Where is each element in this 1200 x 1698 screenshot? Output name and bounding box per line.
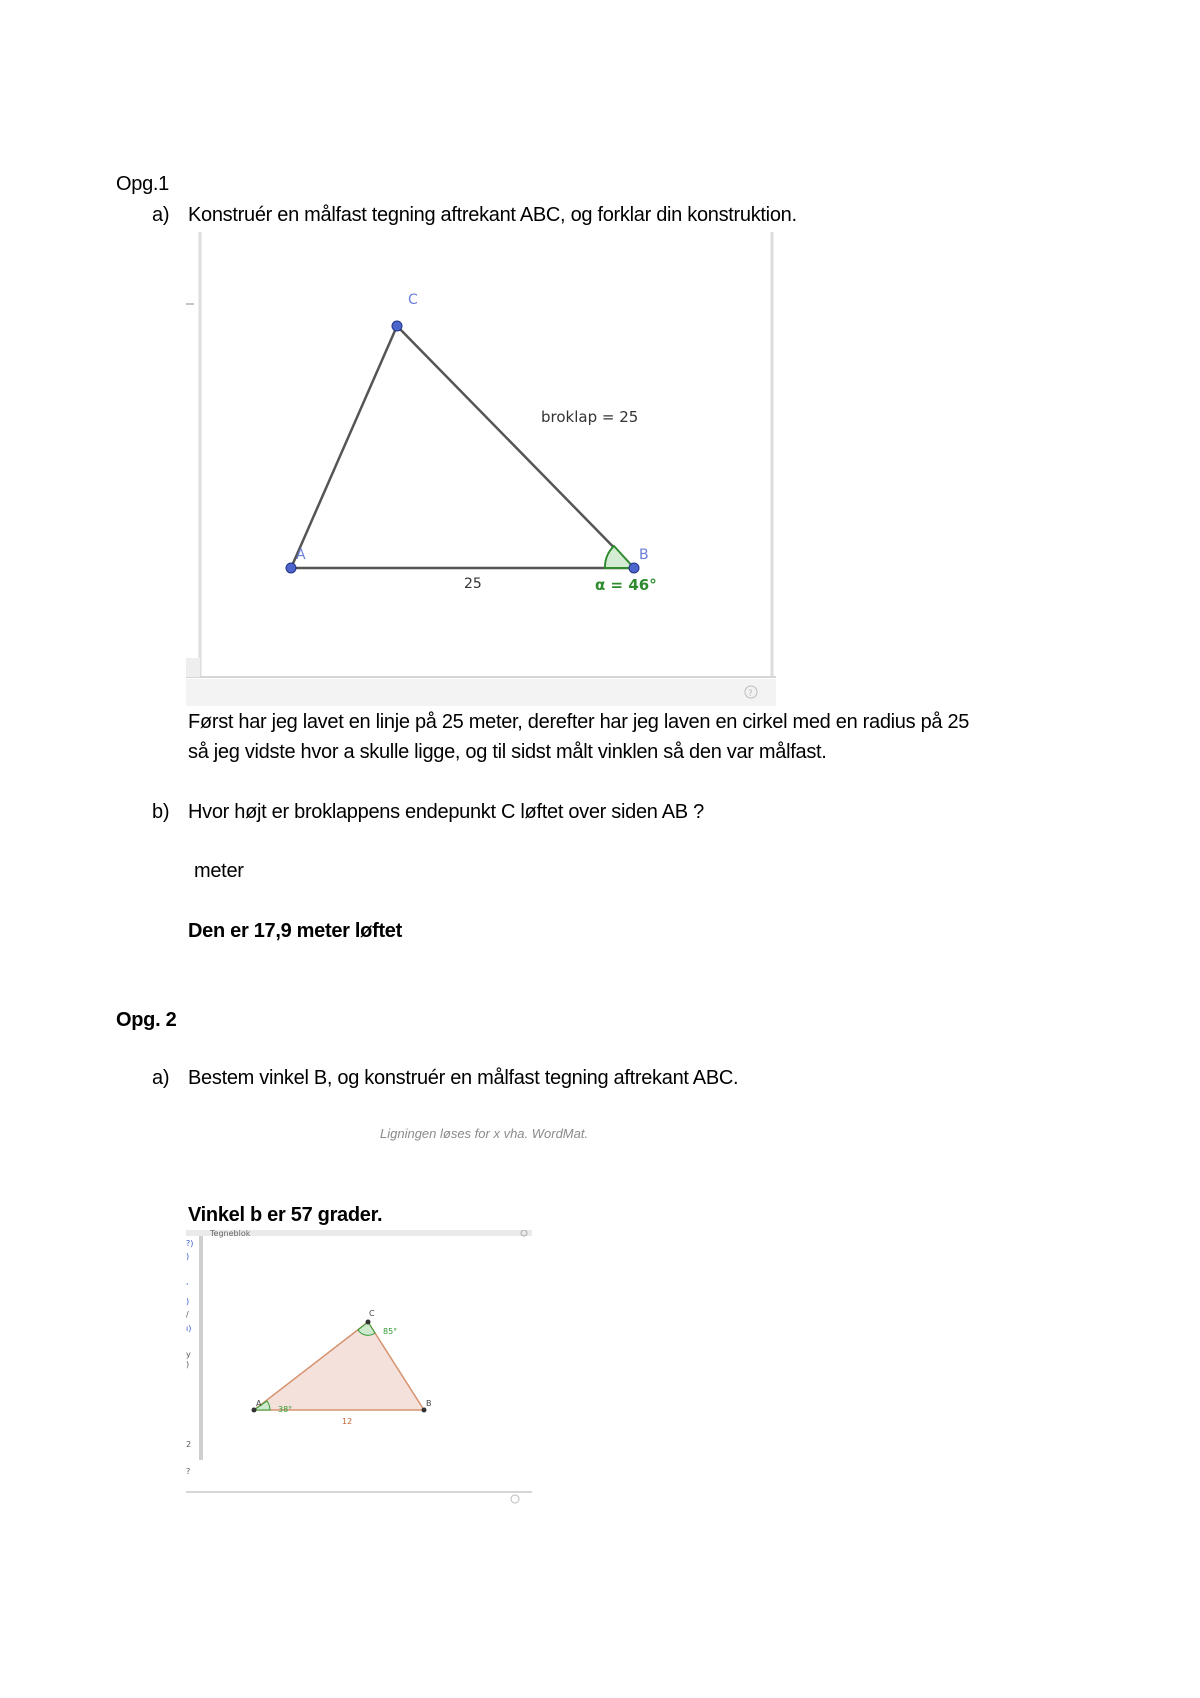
opg1-explanation-line2: så jeg vidste hvor a skulle ligge, og til sidst målt vinklen så den var målfast.: [188, 741, 827, 763]
status-bar: [186, 679, 776, 706]
base-length-label: 25: [464, 576, 482, 592]
opg1-heading: Opg.1: [116, 173, 169, 195]
side-glyph: ): [186, 1252, 190, 1261]
label-c: C: [369, 1309, 375, 1318]
triangle-figure-opg2: [186, 1230, 532, 1506]
angle-c-label: 85°: [383, 1327, 398, 1336]
point-b[interactable]: [422, 1408, 427, 1413]
point-b[interactable]: [629, 563, 639, 573]
wordmat-caption: Ligningen løses for x vha. WordMat.: [380, 1126, 589, 1141]
label-c: C: [408, 292, 418, 308]
geogebra-screenshot-opg2: [186, 1230, 532, 1506]
help-icon-glyph: ?: [748, 689, 753, 699]
opg1-a-question: Konstruér en målfast tegning aftrekant ABC, og forklar din konstruktion.: [188, 204, 797, 226]
opg2-a-marker: a): [152, 1067, 170, 1089]
opg2-answer: Vinkel b er 57 grader.: [188, 1204, 383, 1226]
opg2-a-question: Bestem vinkel B, og konstruér en målfast tegning aftrekant ABC.: [188, 1067, 739, 1089]
label-a: A: [296, 547, 306, 563]
point-c[interactable]: [392, 321, 402, 331]
side-glyph: 2: [186, 1440, 192, 1449]
panel-corner: [186, 658, 200, 677]
opg2-heading: Opg. 2: [116, 1009, 177, 1031]
side-glyph: /: [186, 1310, 189, 1319]
side-ac: [291, 326, 397, 568]
angle-label: α = 46°: [595, 576, 657, 594]
opg1-answer: Den er 17,9 meter løftet: [188, 920, 402, 942]
opg1-b-question: Hvor højt er broklappens endepunkt C løftet over siden AB ?: [188, 801, 704, 823]
triangle-abc: [254, 1322, 424, 1410]
segment-label-broklap: broklap = 25: [541, 408, 639, 426]
label-b: B: [639, 547, 649, 563]
side-glyph: ?: [186, 1467, 191, 1476]
point-c[interactable]: [366, 1320, 371, 1325]
label-a: A: [256, 1399, 262, 1408]
side-glyph: y: [186, 1350, 191, 1359]
opg1-explanation-line1: Først har jeg lavet en linje på 25 meter, derefter har jeg laven en cirkel med en radius på 25: [188, 711, 970, 733]
side-glyph: ): [186, 1360, 190, 1369]
side-glyph: ): [186, 1297, 190, 1306]
opg1-a-marker: a): [152, 204, 170, 226]
side-glyph: ,: [186, 1277, 189, 1286]
side-glyph: ?): [186, 1239, 194, 1248]
tegneblok-label: Tegneblok: [210, 1230, 251, 1238]
angle-a-label: 38°: [278, 1405, 293, 1414]
geogebra-screenshot-opg1: [186, 232, 786, 706]
point-a[interactable]: [252, 1408, 257, 1413]
help-icon[interactable]: [511, 1495, 519, 1503]
opg1-b-marker: b): [152, 801, 170, 823]
base-length-label: 12: [342, 1417, 353, 1426]
side-glyph: ı): [186, 1324, 192, 1333]
triangle-figure-opg1: [186, 232, 786, 706]
label-b: B: [426, 1399, 432, 1408]
side-bc-broklap: [397, 326, 634, 568]
point-a[interactable]: [286, 563, 296, 573]
opg1-unit: meter: [194, 860, 244, 882]
